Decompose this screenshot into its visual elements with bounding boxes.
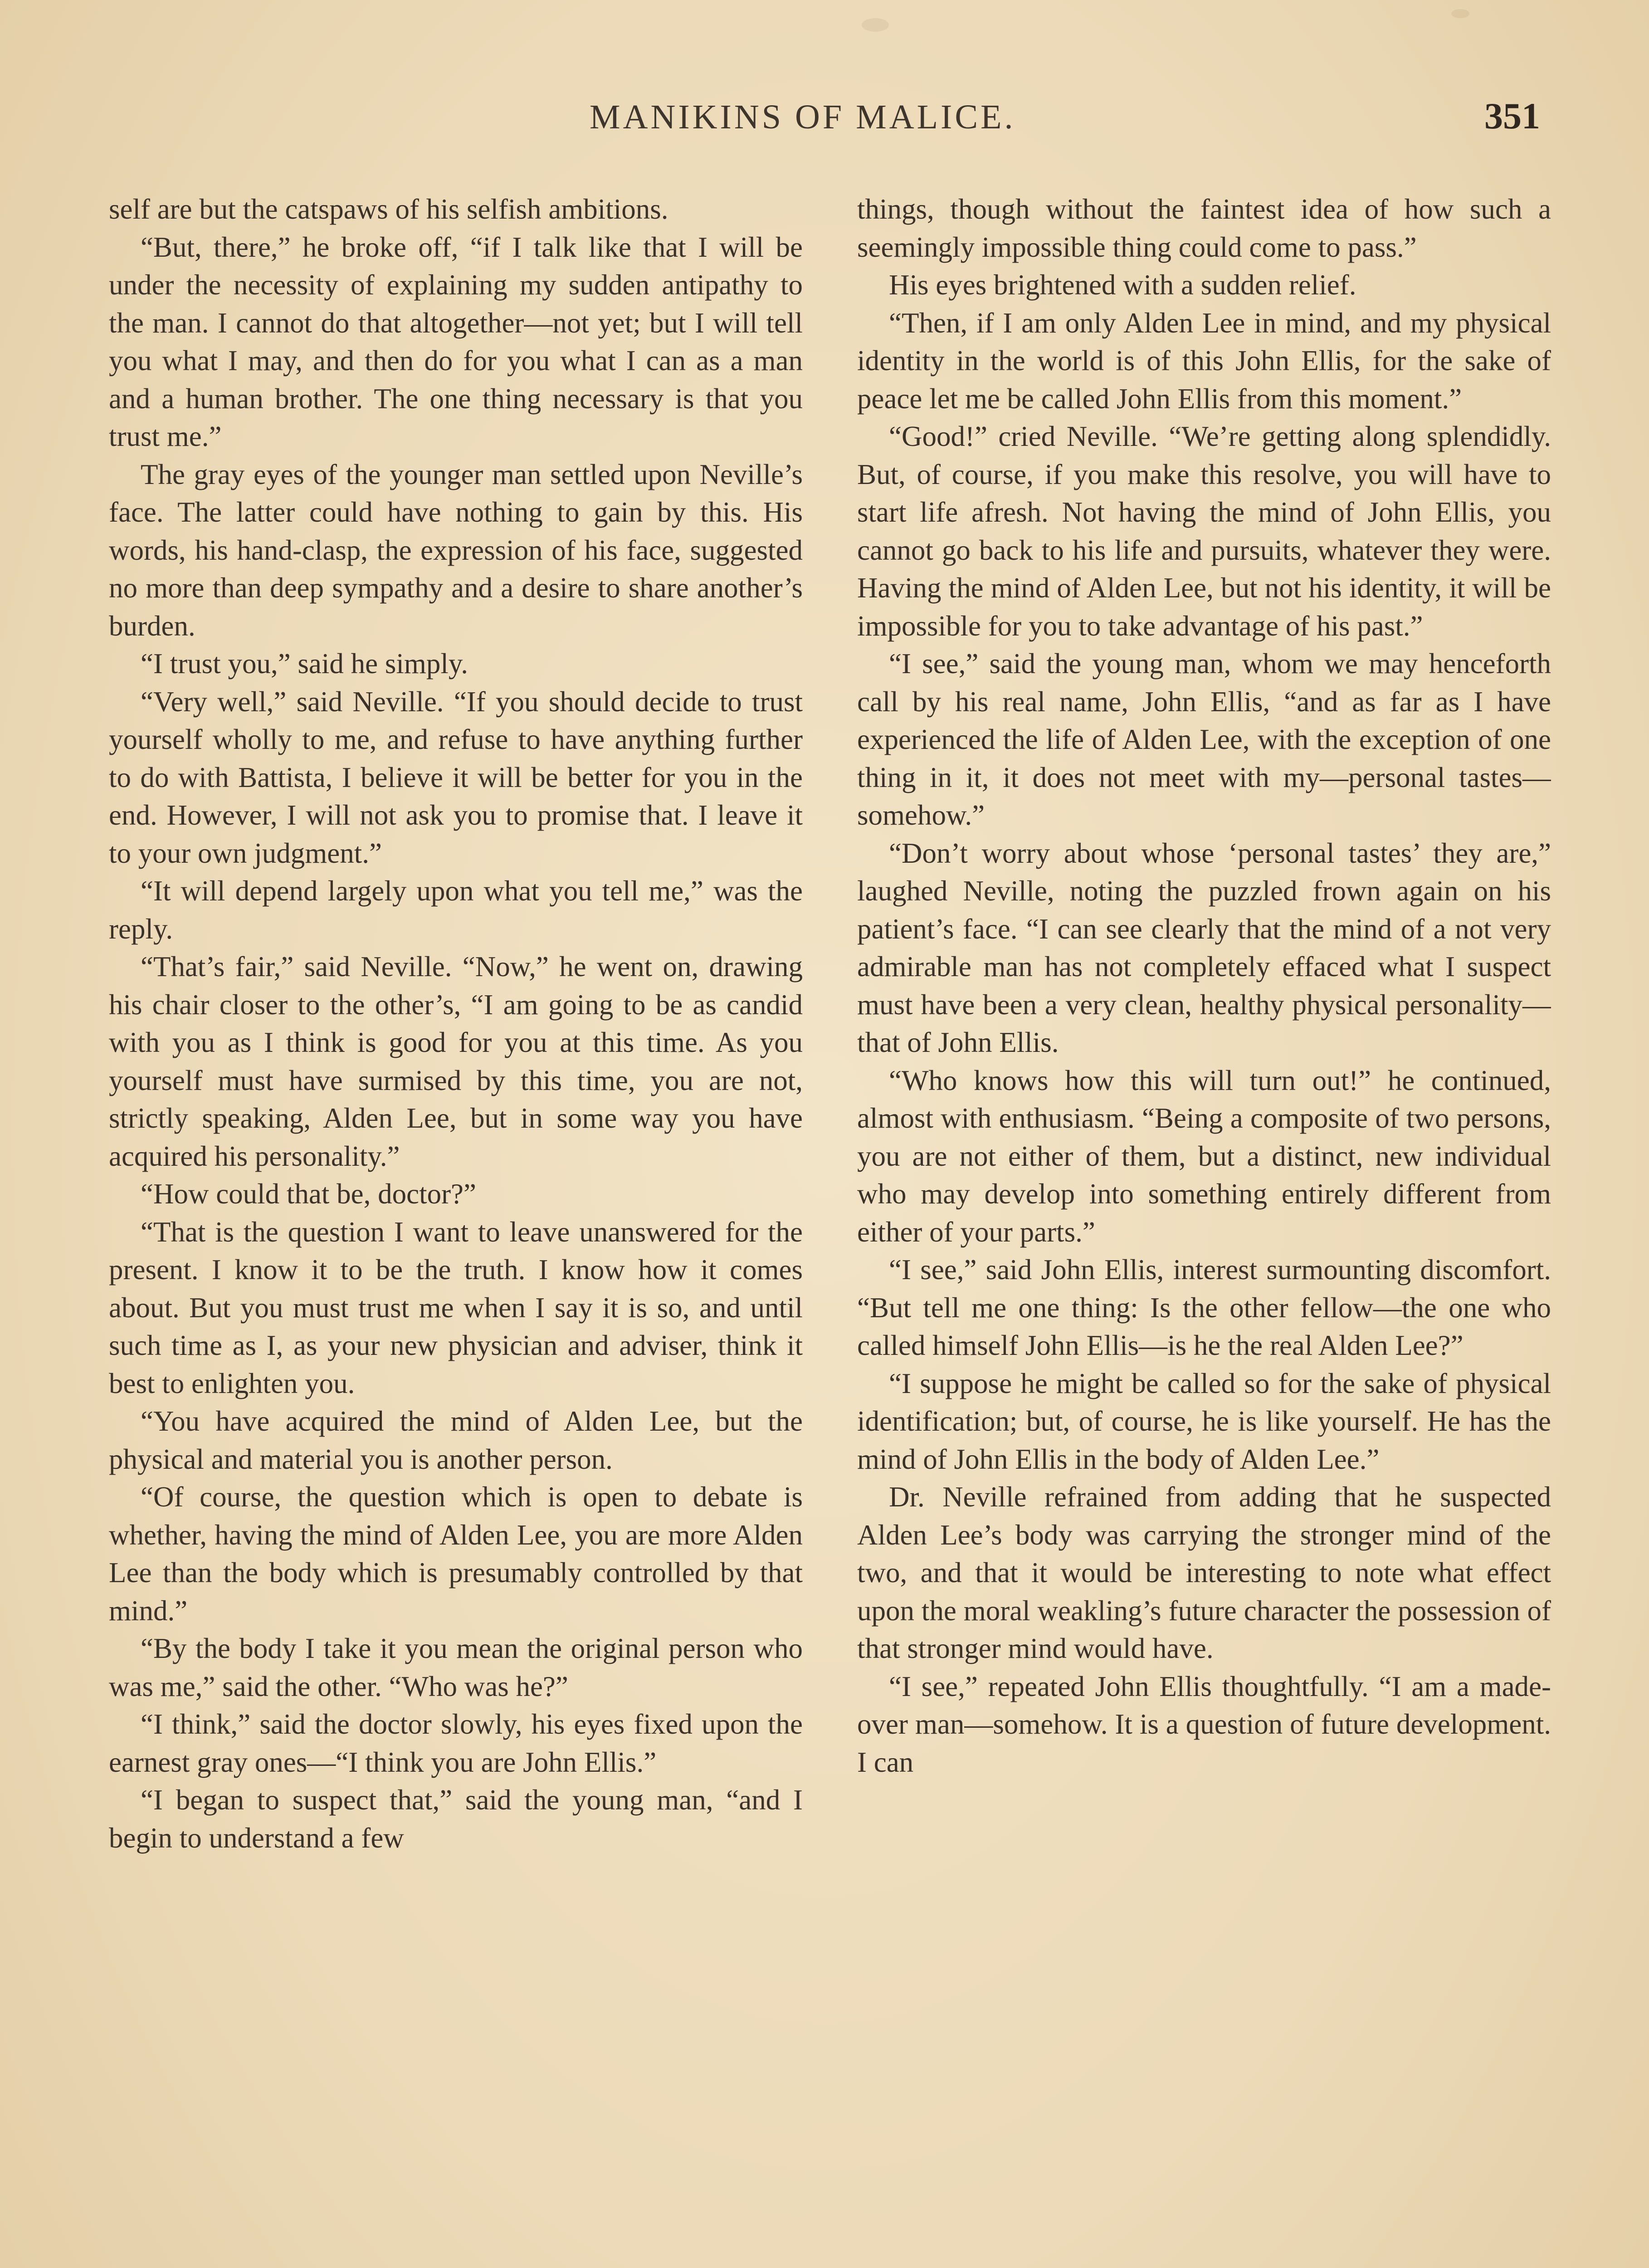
paragraph: “Don’t worry about whose ‘personal tastes’ they are,” laughed Neville, noting the puzzled frown again on his patient’s face. “I can see clearly that the mind of a not very admirable man has not completely effaced what I suspect must have been a very clean, healthy physical personality—that of John Ellis. xyxy=(857,837,1551,1058)
paragraph: “You have acquired the mind of Alden Lee, but the physical and material you is another person. xyxy=(109,1405,803,1475)
paragraph: “I began to suspect that,” said the young man, “and I begin to understand a few xyxy=(109,1784,803,1854)
paragraph: “Of course, the question which is open to debate is whether, having the mind of Alden Lee, you are more Alden Lee than the body which is presumably controlled by that mind.” xyxy=(109,1481,803,1627)
paragraph: “Who knows how this will turn out!” he continued, almost with enthusiasm. “Being a composite of two persons, you are not either of them, but a distinct, new individual who may develop into something entirely different from either of your parts.” xyxy=(857,1064,1551,1248)
paragraph: “Very well,” said Neville. “If you should decide to trust yourself wholly to me, and refuse to have anything further to do with Battista, I believe it will be better for you in the end. However, I will not ask you to promise that. I leave it to your own judgment.” xyxy=(109,685,803,869)
paragraph: things, though without the faintest idea of how such a seemingly impossible thing could come to pass.” xyxy=(857,193,1551,263)
paragraph: “But, there,” he broke off, “if I talk like that I will be under the necessity of explaining my sudden antipathy to the man. I cannot do that altogether—not yet; but I will tell you what I may, and then do for you what I can as a man and a human brother. The one thing necessary is that you trust me.” xyxy=(109,231,803,452)
page-number: 351 xyxy=(1484,95,1540,137)
paragraph: “I think,” said the doctor slowly, his eyes fixed upon the earnest gray ones—“I think you are John Ellis.” xyxy=(109,1708,803,1778)
paragraph: His eyes brightened with a sudden relief. xyxy=(889,269,1356,301)
paper-stain xyxy=(862,18,889,32)
paper-stain xyxy=(1451,9,1469,18)
left-column xyxy=(109,191,803,2268)
paragraph: The gray eyes of the younger man settled upon Neville’s face. The latter could have nothing to gain by this. His words, his hand-clasp, the expression of his face, suggested no more than deep sympathy and a desire to share another’s burden. xyxy=(109,458,803,642)
paragraph: self are but the catspaws of his selfish ambitions. xyxy=(109,193,668,225)
paragraph: “How could that be, doctor?” xyxy=(141,1178,476,1210)
paragraph: “I trust you,” said he simply. xyxy=(141,648,468,679)
paragraph: “I see,” said the young man, whom we may henceforth call by his real name, John Ellis, “and as far as I have experienced the life of Alden Lee, with the exception of one thing in it, it does not meet with my—personal tastes—somehow.” xyxy=(857,648,1551,831)
paragraph: Dr. Neville refrained from adding that he suspected Alden Lee’s body was carrying the stronger mind of the two, and that it would be interesting to note what effect upon the moral weakling’s future character the possession of that stronger mind would have. xyxy=(857,1481,1551,1664)
paragraph: “It will depend largely upon what you tell me,” was the reply. xyxy=(109,875,803,945)
paragraph: “Then, if I am only Alden Lee in mind, and my physical identity in the world is of this John Ellis, for the sake of peace let me be called John Ellis from this moment.” xyxy=(857,307,1551,415)
paragraph: “I see,” said John Ellis, interest surmounting discomfort. “But tell me one thing: Is the other fellow—the one who called himself John Ellis—is he the real Alden Lee?” xyxy=(857,1254,1551,1361)
paragraph: “That is the question I want to leave unanswered for the present. I know it to be the truth. I know how it comes about. But you must trust me when I say it is so, and until such time as I, as your new physician and adviser, think it best to enlighten you. xyxy=(109,1216,803,1399)
paragraph: “I suppose he might be called so for the sake of physical identification; but, of course, he is like yourself. He has the mind of John Ellis in the body of Alden Lee.” xyxy=(857,1367,1551,1475)
running-head: MANIKINS OF MALICE. xyxy=(590,98,1016,136)
right-column xyxy=(857,191,1551,2268)
paragraph: “That’s fair,” said Neville. “Now,” he went on, drawing his chair closer to the other’s, “I am going to be as candid with you as I think is good for you at this time. As you yourself must have surmised by this time, you are not, strictly speaking, Alden Lee, but in some way you have acquired his personality.” xyxy=(109,951,803,1172)
paragraph: “By the body I take it you mean the original person who was me,” said the other. “Who was he?” xyxy=(109,1633,803,1702)
paragraph: “Good!” cried Neville. “We’re getting along splendidly. But, of course, if you make this resolve, you will have to start life afresh. Not having the mind of John Ellis, you cannot go back to his life and pursuits, whatever they were. Having the mind of Alden Lee, but not his identity, it will be impossible for you to take advantage of his past.” xyxy=(857,420,1551,642)
page-header xyxy=(0,95,1649,147)
paragraph: “I see,” repeated John Ellis thoughtfully. “I am a made-over man—somehow. It is a question of future development. I can xyxy=(857,1670,1551,1778)
